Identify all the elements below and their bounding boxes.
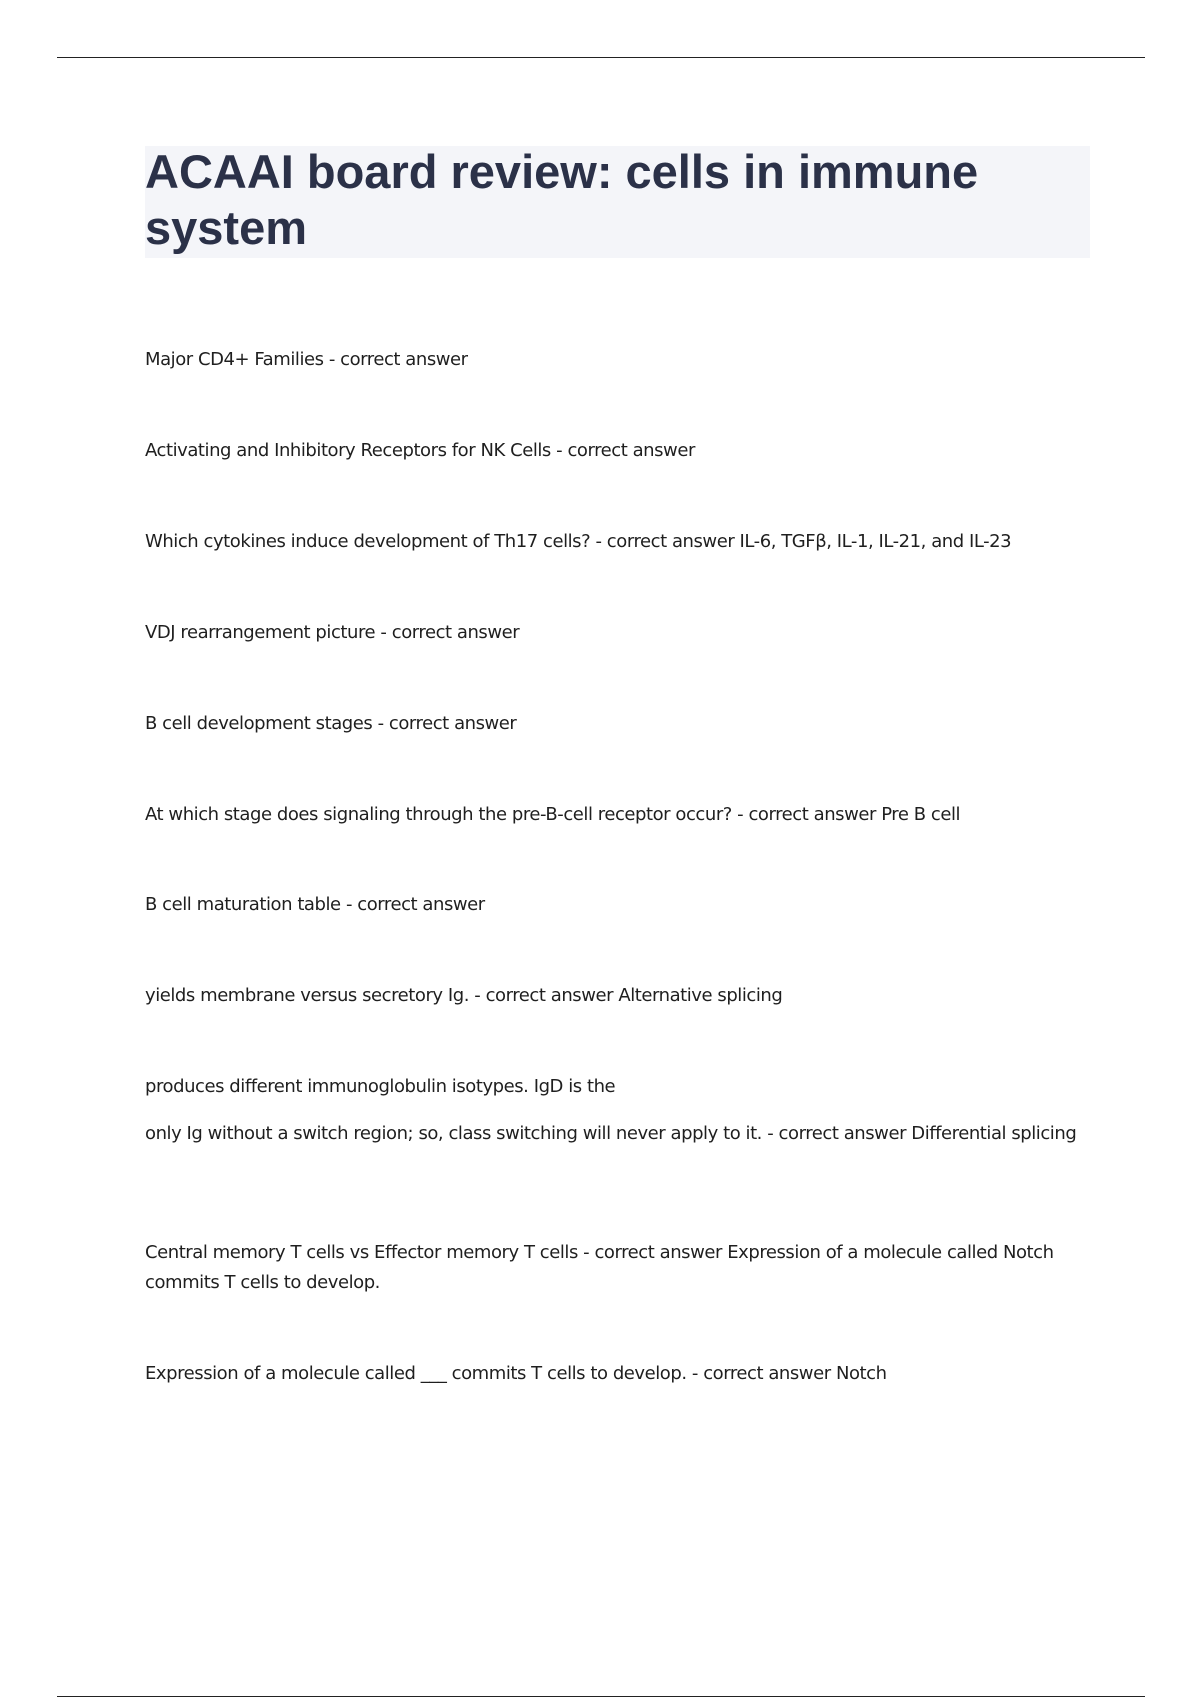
qa-entry: [145, 709, 1095, 739]
answer-separator: - correct answer: [340, 894, 485, 915]
question-text: At which stage does signaling through the pre-B-cell receptor occur?: [145, 804, 732, 825]
question-text: Which cytokines induce development of Th17 cells?: [145, 531, 591, 552]
qa-entry: [145, 1238, 1095, 1298]
document-title: ACAAI board review: cells in immune system: [145, 145, 979, 254]
question-text: Major CD4+ Families: [145, 349, 324, 370]
question-text: only Ig without a switch region; so, class switching will never apply to it.: [145, 1123, 762, 1144]
answer-separator: - correct answer: [375, 622, 520, 643]
answer-text: IL-6, TGFβ, IL-1, IL-21, and IL-23: [739, 531, 1012, 552]
qa-entry: [145, 345, 1095, 375]
answer-text: Differential splicing: [911, 1123, 1077, 1144]
question-text: Expression of a molecule called ___ commits T cells to develop.: [145, 1363, 687, 1384]
qa-entry: [145, 1359, 1095, 1389]
answer-separator: - correct answer: [323, 349, 468, 370]
question-text: produces different immunoglobulin isotypes. IgD is the: [145, 1076, 616, 1097]
answer-separator: - correct answer: [761, 1123, 912, 1144]
footer-rule: [57, 1696, 1145, 1697]
qa-entry: [145, 1072, 1095, 1102]
answer-text: Expression of a molecule called Notch commits T cells to develop.: [145, 1242, 1054, 1293]
answer-separator: - correct answer: [550, 440, 695, 461]
qa-entry: [145, 618, 1095, 648]
question-text: Central memory T cells vs Effector memory T cells: [145, 1242, 578, 1263]
answer-text: Notch: [835, 1363, 887, 1384]
qa-entry: [145, 436, 1095, 466]
question-text: B cell maturation table: [145, 894, 341, 915]
question-text: yields membrane versus secretory Ig.: [145, 985, 469, 1006]
answer-text: Pre B cell: [881, 804, 961, 825]
answer-separator: - correct answer: [731, 804, 882, 825]
qa-entry: [145, 890, 1095, 920]
qa-entry: [145, 800, 1095, 830]
answer-separator: - correct answer: [590, 531, 740, 552]
qa-entry: [145, 1119, 1095, 1149]
question-text: VDJ rearrangement picture: [145, 622, 376, 643]
qa-entry: [145, 527, 1095, 557]
answer-separator: - correct answer: [469, 985, 619, 1006]
header-rule: [57, 57, 1145, 58]
answer-separator: - correct answer: [686, 1363, 836, 1384]
answer-separator: - correct answer: [577, 1242, 728, 1263]
qa-entry: [145, 981, 1095, 1011]
question-text: B cell development stages: [145, 713, 373, 734]
answer-separator: - correct answer: [372, 713, 517, 734]
question-text: Activating and Inhibitory Receptors for NK Cells: [145, 440, 551, 461]
answer-text: Alternative splicing: [618, 985, 783, 1006]
